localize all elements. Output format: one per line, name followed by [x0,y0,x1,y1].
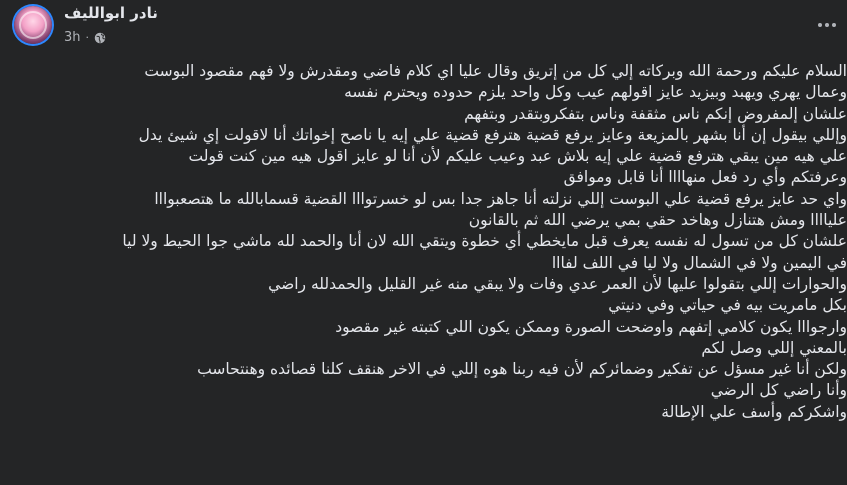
author-avatar[interactable] [14,6,52,44]
post-meta [64,30,106,45]
post-text [16,61,847,423]
more-horizontal-icon [818,23,836,27]
post-line: وإللي بيقول إن أنا بشهر بالمزيعة وعايز يرفع قضية هترفع قضية علي إيه يا ناصح إخواتك أنا لاقولت إي شيئ يدل [138,125,847,144]
meta-separator: · [85,31,90,44]
post-line: وعرفتكم وأي رد فعل منهاااا أنا قابل وموافق [563,168,847,187]
post-line: علياااا ومش هتنازل وهاخد حقي بمي يرضي الله ثم بالقانون [468,211,847,230]
post-line: بكل مامريت بيه في حياتي وفي دنيتي [608,296,847,315]
post-line: علشان كل من تسول له نفسه يعرف قبل مايخطي أي خطوة ويتقي الله لان أنا والحمد لله ماشي جوا الحيط ولا ليا [122,232,847,251]
post-line: ولكن أنا غير مسؤل عن تفكير وضمائركم لأن فيه ربنا هوه إللي في الاخر هنقف كلنا قصائده وهنتحاسب [197,360,847,379]
post-line: واي حد عايز يرفع قضية علي البوست إللي نزلته أنا جاهز جدا بس لو خسرتوااا القضية قسمابالله ما هتصعبوااا [154,189,847,208]
post-timestamp[interactable]: 3h [64,30,81,45]
more-options-button[interactable] [810,8,844,42]
post-line: وأنا راضي كل الرضي [710,381,847,400]
avatar-ring [19,11,47,39]
post-line: واشكركم وأسف علي الإطالة [661,402,847,421]
author-name[interactable]: نادر ابوالليف [64,4,158,22]
post-line: علشان إلمفروض إنكم ناس مثقفة وناس بتفكروبتقدر وبتفهم [464,104,847,123]
post-line: بالمعني إللي وصل لكم [701,338,847,357]
post-header [0,0,847,58]
post-line: علي هيه مين يبقي هترفع قضية علي إيه بلاش عبد وعيب عليكم لأن أنا لو عايز اقول هيه مين كنت قولت [188,147,847,166]
post-line: والحوارات إللي بتقولوا عليها لأن العمر عدي وفات ولا يبقي منه غير القليل والحمدلله راضي [268,274,847,293]
post-line: في اليمين ولا في الشمال ولا ليا في اللف لفااا [551,253,847,272]
globe-icon [94,32,106,44]
post-line: السلام عليكم ورحمة الله وبركاته إلي كل من إتريق وقال عليا اي كلام فاضي ومقدرش ولا فهم مقصود البوست [144,62,847,80]
post-line: وارجوااا يكون كلامي إتفهم واوضحت الصورة وممكن يكون اللي كتبته غير مقصود [335,317,847,336]
post-line: وعمال يهري ويهبد وبيزيد عايز اقولهم عيب وكل واحد يلزم حدوده ويحترم نفسه [344,83,847,102]
